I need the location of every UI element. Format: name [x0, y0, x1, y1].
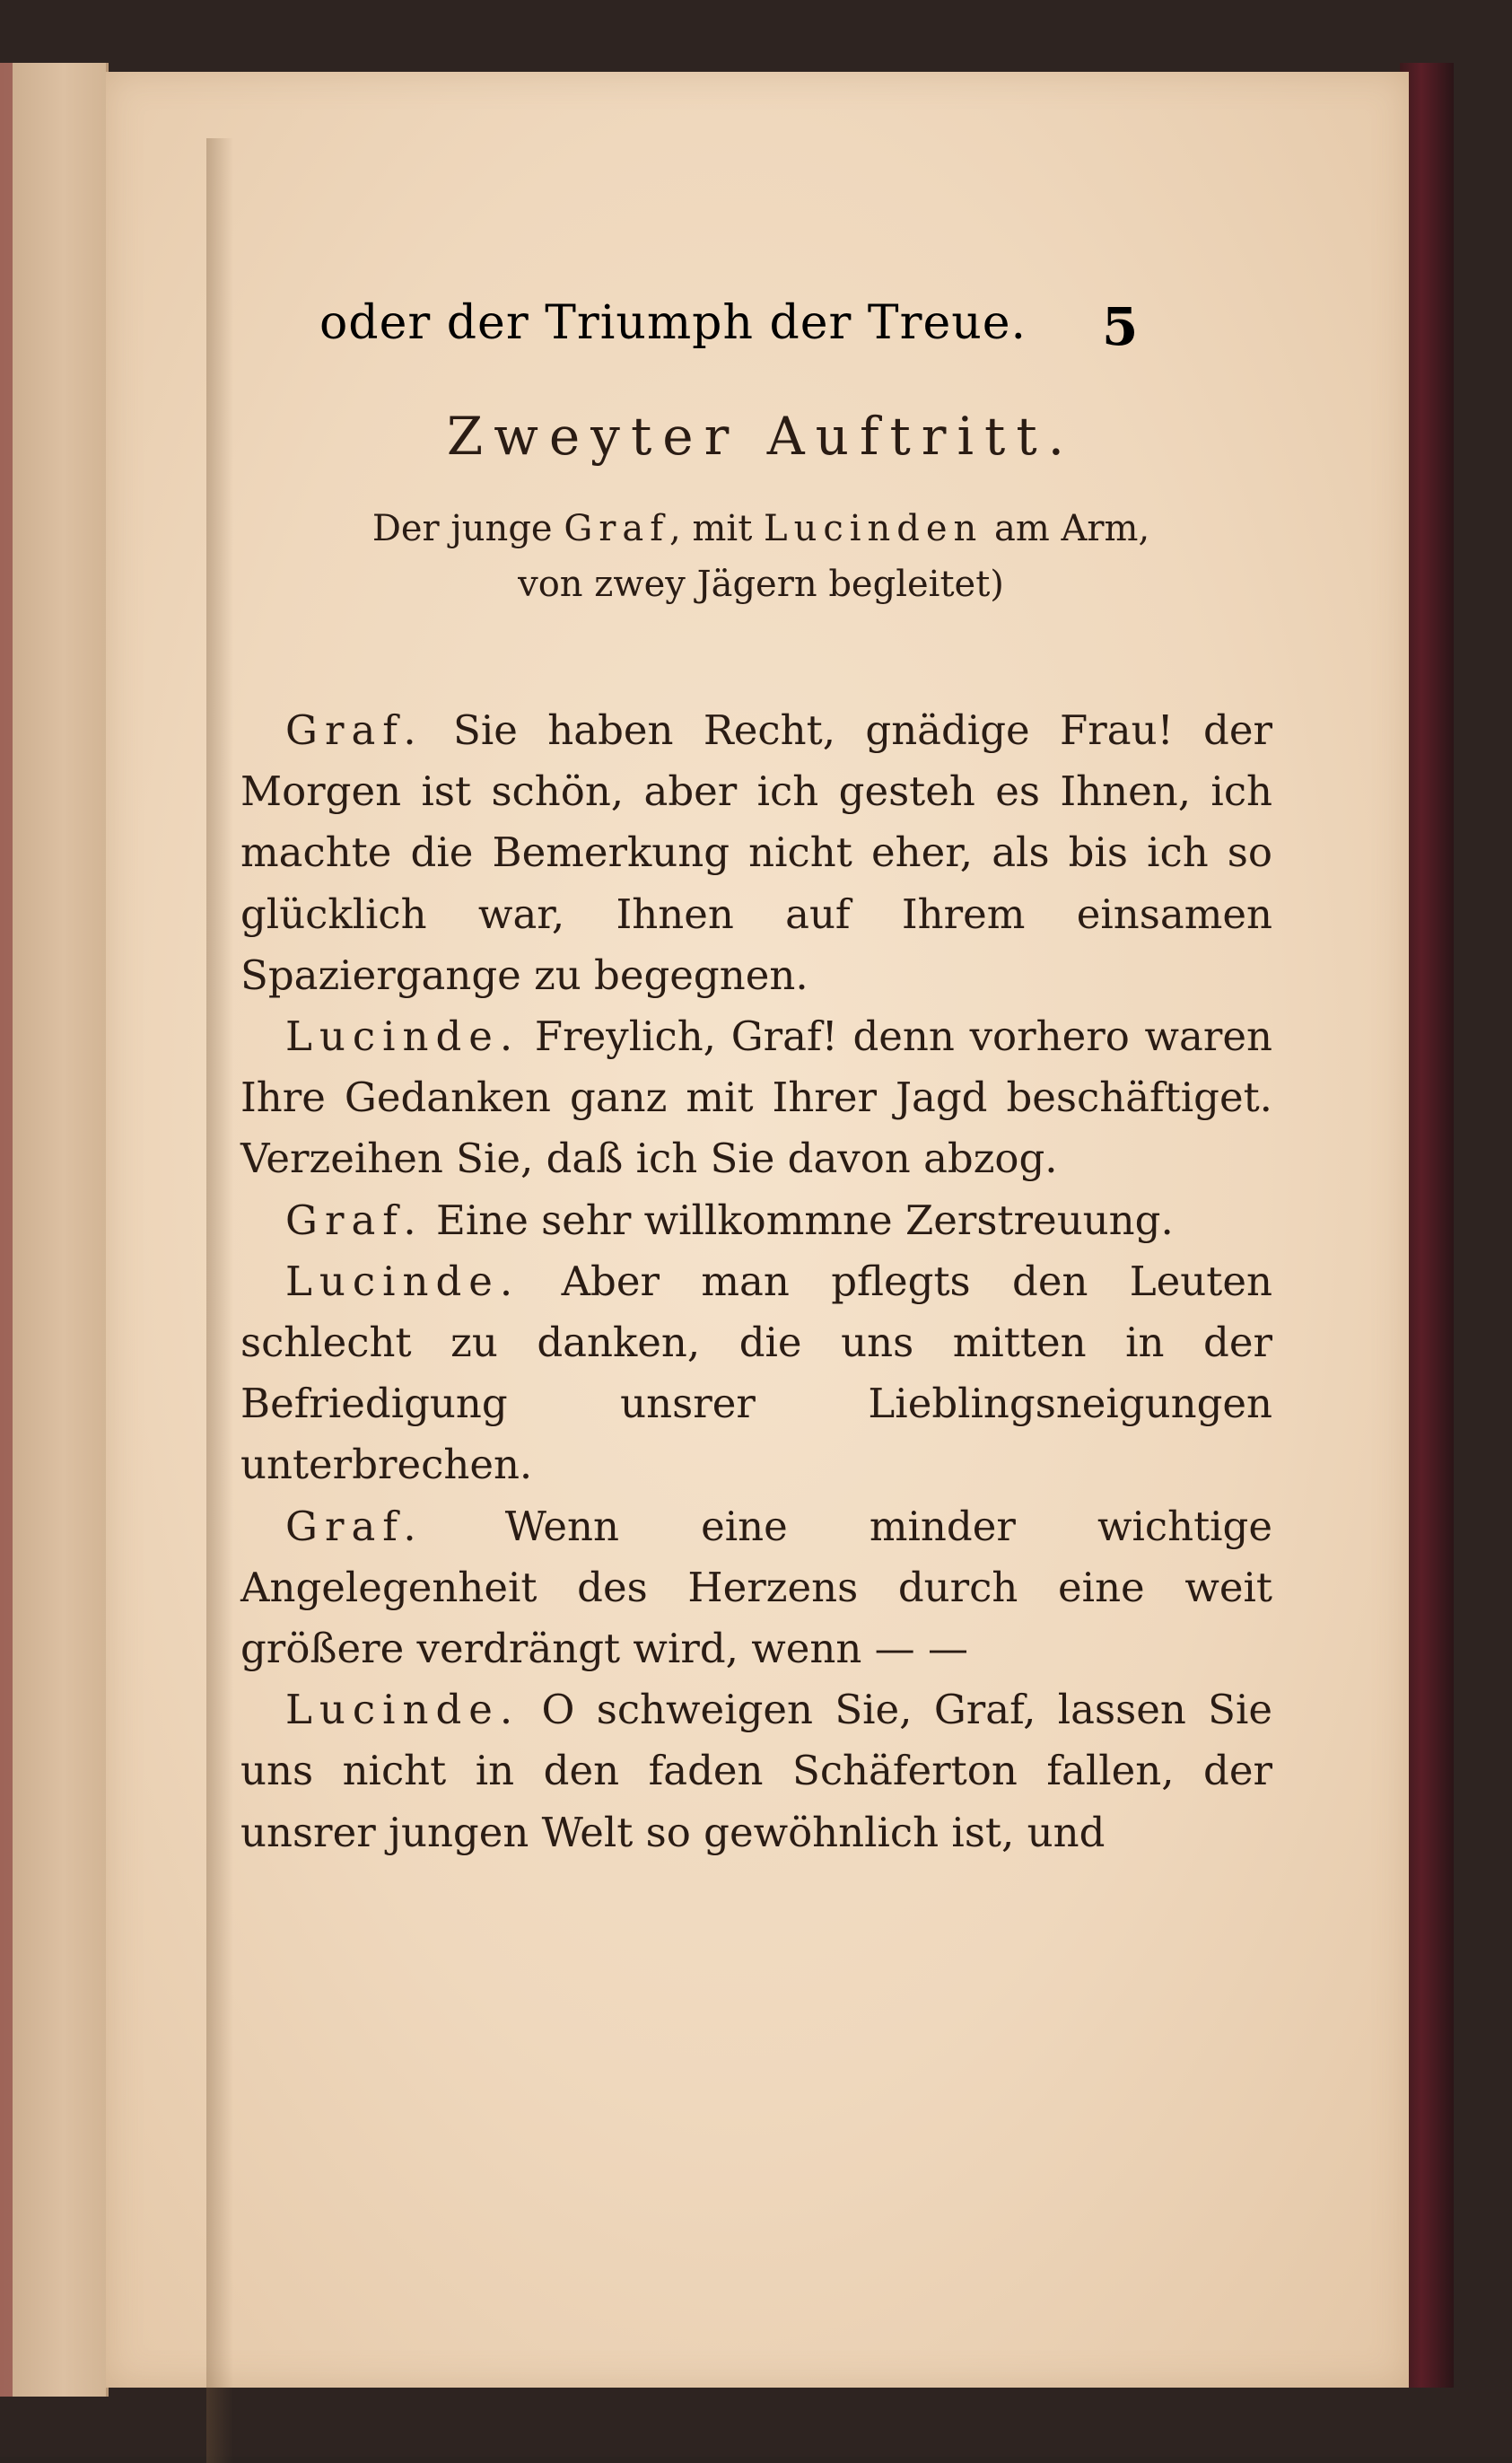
- stage-direction: [240, 501, 1281, 612]
- speaker-name: Lucinde.: [285, 1686, 520, 1734]
- speaker-name: Lucinde.: [285, 1257, 520, 1305]
- stage-direction-line-1: [240, 501, 1281, 557]
- dialogue-entry: [240, 1496, 1272, 1680]
- dialogue-entry: [240, 1679, 1272, 1863]
- speaker-name: Lucinde.: [285, 1012, 520, 1061]
- speech-text: Freylich, Graf! denn vorhero waren Ihre Gedanken ganz mit Ihrer Jagd beschäftiget. Verzeihen Sie, daß ich Sie davon abzog.: [240, 1012, 1273, 1183]
- stage-character-lucinden: Lucinden: [764, 508, 983, 549]
- dialogue: [240, 700, 1272, 1863]
- speech-text: O schweigen Sie, Graf, lassen Sie uns nicht in den faden Schäferton fallen, der unsrer jungen Welt so gewöhnlich ist, und: [240, 1686, 1272, 1856]
- speech-text: Wenn eine minder wichtige Angelegenheit des Herzens durch eine weit größere verdrängt wird, wenn — —: [240, 1502, 1272, 1673]
- stage-text: am Arm,: [983, 508, 1150, 549]
- stage-text: , mit: [669, 508, 764, 549]
- dialogue-entry: [240, 700, 1272, 1006]
- speech-text: Eine sehr willkommne Zerstreuung.: [435, 1196, 1174, 1244]
- page-number: 5: [1102, 296, 1139, 357]
- stage-character-graf: Graf: [564, 508, 670, 549]
- speaker-name: Graf.: [285, 1196, 424, 1244]
- stage-text: Der junge: [371, 508, 564, 549]
- dialogue-entry: [240, 1190, 1272, 1251]
- gutter-shadow: [206, 138, 233, 2463]
- stage-direction-line-2: von zwey Jägern begleitet): [518, 564, 1004, 605]
- speaker-name: Graf.: [285, 706, 424, 754]
- binding-edge: [0, 63, 13, 2397]
- scene-title: Zweyter Auftritt.: [446, 406, 1076, 467]
- book-page: [106, 72, 1409, 2388]
- speaker-name: Graf.: [285, 1502, 424, 1550]
- running-head: oder der Triumph der Treue.: [319, 296, 1027, 350]
- dialogue-entry: [240, 1251, 1272, 1496]
- speech-text: Sie haben Recht, gnädige Frau! der Morgen ist schön, aber ich gesteh es Ihnen, ich machte die Bemerkung nicht eher, als bis ich so glücklich war, Ihnen auf Ihrem einsamen Spaziergange zu begegnen.: [240, 706, 1272, 999]
- facing-page-edge: [0, 63, 109, 2397]
- dialogue-entry: [240, 1006, 1272, 1190]
- speech-text: Aber man pflegts den Leuten schlecht zu danken, die uns mitten in der Befriedigung unsrer Lieblingsneigungen unterbrechen.: [240, 1257, 1272, 1489]
